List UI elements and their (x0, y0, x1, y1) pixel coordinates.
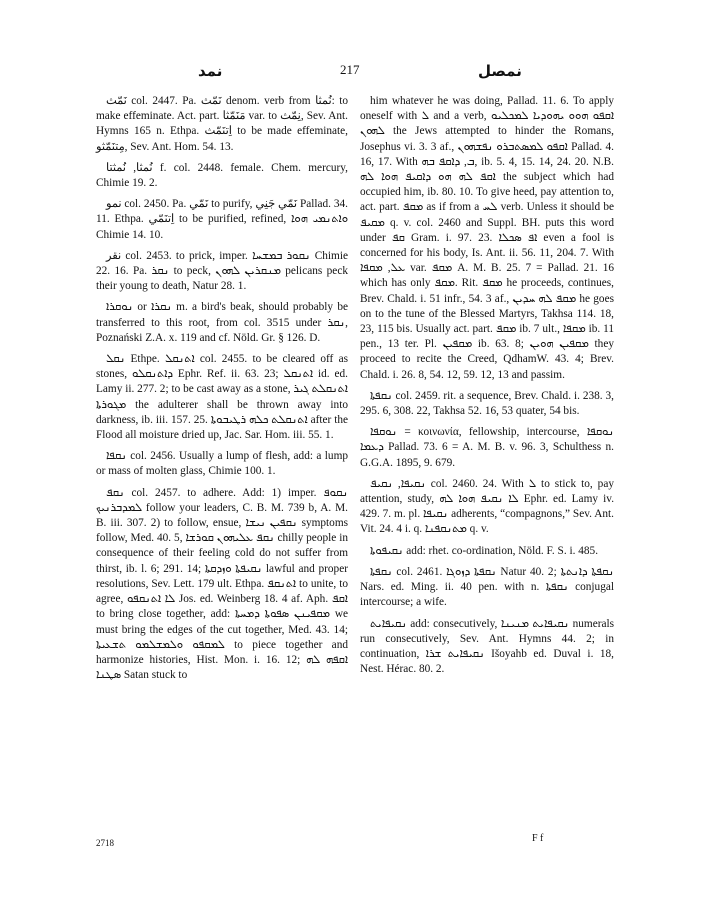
dictionary-entry: ܢܩܝܦܘܬܐ add: rhet. co-ordination, Nöld. F. S. i. 485. (370, 544, 599, 557)
dictionary-entry: ܢܩܝܦܐ, ܢܩܝܦ col. 2460. 24. With ܠ to stick to, pay attention, study, ܠܐ ܢܩܝܦ ܗܘܐ ܠܗ Ephr. ed. Lamy iv. 429. 7. m. pl. ܢܩܝܦܐ adherents, “compagnons,” Sev. Ant. Vit. 24. 4 i. q. ܡܬܢܩܦܢܐ q. v. (360, 477, 615, 536)
page-number: 217 (340, 62, 360, 77)
dictionary-entry: ܢܘܩܪܐ or ܢܩܪܐ m. a bird's beak, should probably be transferred to this root, from col. 3515 under ܢܩܪ, Poznański Z.A. x. 119 and cf. Nöld. Gr. § 126. D. (96, 301, 348, 344)
dictionary-entry: ܢܩܦܬܐ col. 2461. ܢܩܦܬܐ ܕܙܘܓܐ Natur 40. 2; ܢܩܦܬܐ ܕܐܢܬܬܐ Nars. ed. Ming. ii. 40 pen. with n. ܢܩܦܬܐ conjugal intercourse; a wife. (360, 565, 614, 609)
dictionary-entry: نُمثا, نُمثتا f. col. 2448. female. Chem. mercury, Chimie 19. 2. (96, 161, 348, 190)
dictionary-entry: ܢܘܩܦܐ = κοινωνία, fellowship, intercourse, ܢܘܩܦܐ ܕܥܡܐ Pallad. 73. 6 = A. M. B. v. 96. 3, Schulthess n. G.G.A. 1895, 9. 679. (360, 426, 614, 469)
running-head-right: نمصل (478, 62, 522, 80)
dictionary-entry: ܢܩܦܬܐ col. 2459. rit. a sequence, Brev. Chald. i. 238. 3, 295. 6, 308. 22, Takhsa 52. 16, 53 quater, 54 bis. (360, 389, 614, 418)
dictionary-entry: نَمّث col. 2447. Pa. نَمّث denom. verb from نُمثا: to make effeminate. Act. part. مَنَمّثا var. to نِمّث, Sev. Ant. Hymns 165 n. Ethpa. اِتنَمّث to be made effeminate, مِتنَمّثو, Sev. Ant. Hom. 54. 13. (96, 95, 349, 153)
left-column (96, 94, 348, 689)
dictionary-entry: ܢܩܠ Ethpe. ܐܬܢܩܠ col. 2455. to be cleared off as stones, ܕܐܬܢܩܠܘ Ephr. Ref. ii. 63. 23; ܐܬܢܩܠ id. ed. Lamy ii. 277. 2; to be cast away as a stone, ܐܬܢܩܠܬ ܓܝܪ ܡܓܘܪܬܐ the adulterer shall be thrown away into darkness, ib. iii. 157. 25. ܐܬܢܩܠܬ ܟܠܗ ܪܛܝܒܘܬܐ after the Flood all moisture dried up, Jac. Sar. Hom. iii. 55. 1. (96, 353, 349, 442)
dictionary-entry: ܢܩܦ col. 2457. to adhere. Add: 1) imper. ܢܩܘܦ ܠܡܕܒܪܢܝܟ follow your leaders, C. B. M. 739 b, A. M. B. iii. 307. 2) to follow, ensue, ܢܩܦܝܢ ܢܝܫܐ symptoms follow, Med. 40. 5, ܢܩܦ ܥܠܝܗܘܢ ܩܘܪܫܐ chilly people in consequence of their feeling cold do not suffer from thirst, ib. l. 6; 291. 14; ܢܩܝܦܬܐ ܘܙܕܩܬܐ lawful and proper resolutions, Sev. Lett. 179 ult. Ethpa. ܐܬܢܩܦ to unite, to agree, ܠܐ ܐܬܢܩܦܘ Jos. ed. Weinberg 18. 4 af. Aph. ܐܩܦ to bring close together, add: ܡܩܦܝܢܢ ܣܦܘܬܐ ܕܡܚܬܐ we must bring the edges of the cut together, Med. 43. 14; ܠܡܩܦܘ ܘܠܡܫܠܡܘ ܬܫܥܝܬܐ to piece together and harmonize histories, Hist. Mon. i. 16. 12; ܐܩܦܗ ܠܗ ܣܛܢܐ Satan stuck to (96, 486, 349, 682)
dictionary-entry: نمو col. 2450. Pa. نَمّي to purify, نَمّي جَنِي Pallad. 34. 11. Ethpa. اِتنَمّي to be purified, refined, ܘܐܬܢܡܝ ܗܘܐ Chimie 14. 10. (96, 198, 349, 241)
printer-signature: 2718 (96, 838, 114, 848)
gathering-mark: F f (532, 833, 544, 844)
right-column (360, 94, 614, 683)
dictionary-entry: him whatever he was doing, Pallad. 11. 6. To apply oneself with ܠ and a verb, ܐܩܦܘ ܗܘܘ ܝܗܘܕܝܐ ܠܡܟܠܝܘ ܠܗܘܢ the Jews attempted to hinder the Romans, Josephus vi. 3. 3 af., ܐܩܦܘ ܠܡܣܬܒܪܘ ܢܦܫܗܘܢ Pallad. 4. 16, 17. With ܒ, ܕܐܩܦ ܒܗ, ib. 5. 4, 15. 14, 24. 20. N.B. ܐܩܦ ܠܗ ܗܘ ܕܐܩܝܦ ܗܘܐ ܠܗ the subject which had occupied him, ib. 80. 10. To give heed, pay attention to, act. part. ܡܩܦ as if from a ܠܚ verb. Unless it should be ܡܩܝܦ q. v. col. 2460 and Suppl. BH. puts this word under ܩܦ Gram. i. 97. 23. ܐܦ ܣܟܠܐ even a fool is concerned for his body, Is. Ant. ii. 56. 11, 204. 7. With ܥܠ, ܡܩܦܐ var. ܡܩܦ A. M. B. 25. 7 = Pallad. 21. 16 which has only ܡܩܦ. Rit. ܡܩܦ he proceeds, continues, Brev. Chald. i. 51 infr., 54. 3 af., ܡܩܦ ܠܗ ܚܕܝܢ he goes on to the tune of the Blessed Martyrs, Takhsa 114. 18, 23, 115 bis. Usually act. part. ܡܩܦ ib. 7 ult., ܡܩܦܐ ib. 11 pen., 13 ter. Pl. ܡܩܦܝܢ ib. 63. 8; ܡܩܦܝܢ ܗܘܝܢ they proceed to recite the Creed, QdhamW. 43. 4; Brev. Chald. i. 26. 8, 54. 12, 59. 12, 13 and passim. (360, 95, 615, 381)
dictionary-entry: نقر col. 2453. to prick, imper. ܢܩܘܪ ܒܡܫܚܐ Chimie 22. 16. Pa. ܢܩܪ to peck, ܡܢܩܪܝܢ ܠܗܘܢ pelicans peck their young to death, Natur 28. 1. (96, 249, 348, 293)
dictionary-entry: ܢܩܝܦܐܝܬ add: consecutively, ܢܩܝܦܐܝܬ ܡܢܝܢܐ numerals run consecutively, Sev. Ant. Hymns 44. 2; in continuation, ܢܩܝܦܐܝܬ ܫܪܐ Išoyahb ed. Duval i. 18, Nest. Hérac. 80. 2. (360, 617, 615, 676)
running-head-left: نمد (198, 62, 223, 80)
dictionary-entry: ܢܩܦܐ col. 2456. Usually a lump of flesh, add: a lump or mass of molten glass, Chimie 100. 1. (96, 450, 348, 478)
